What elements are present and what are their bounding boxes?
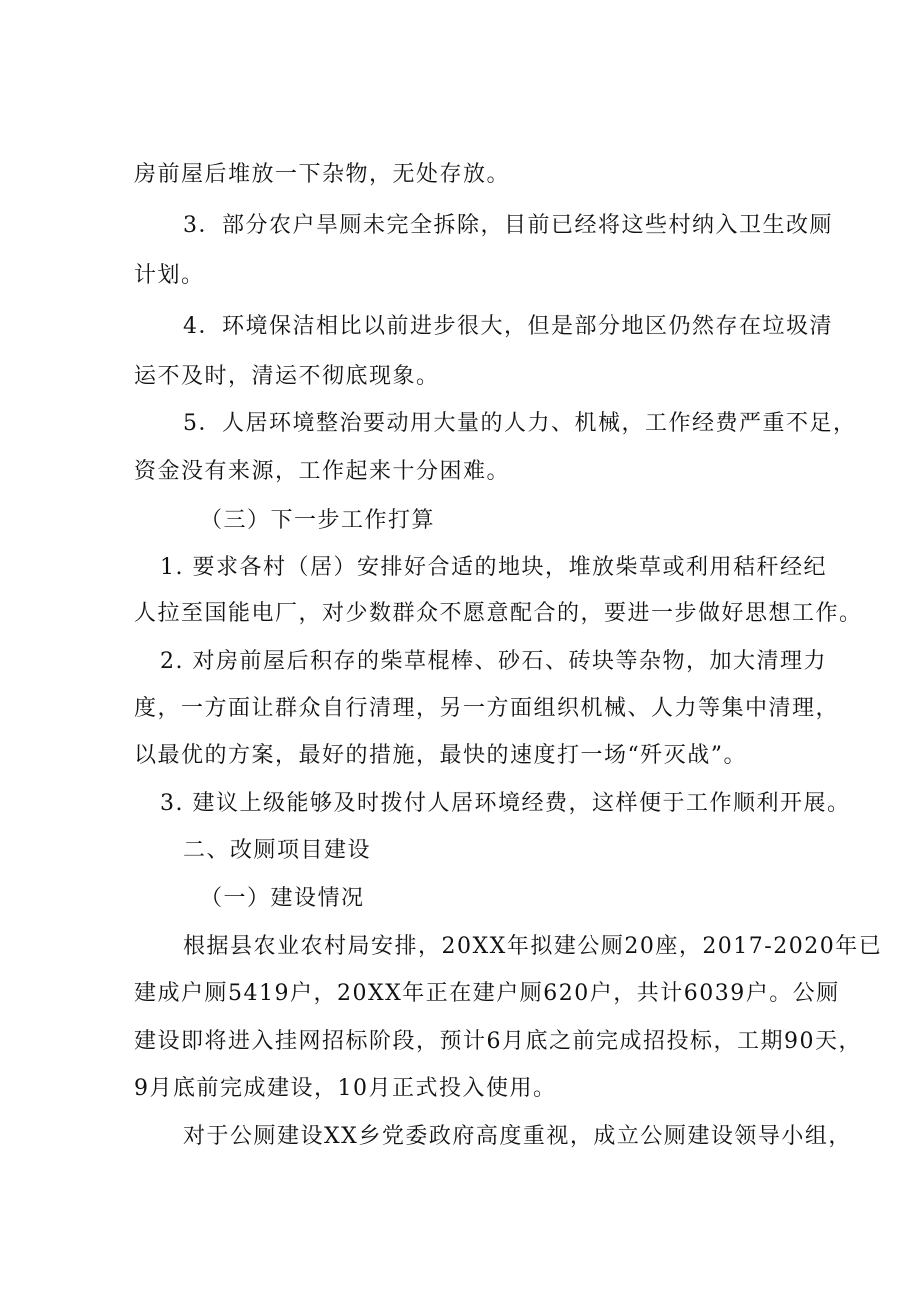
text-line: 9月底前完成建设，10月正式投入使用。 <box>134 1076 557 1101</box>
section-heading: 二、改厕项目建设 <box>183 838 372 863</box>
text-line: 5．人居环境整治要动用大量的人力、机械，工作经费严重不足， <box>183 411 857 436</box>
text-line: 建成户厕5419户，20XX年正在建户厕620户，共计6039户。公厕 <box>134 981 840 1006</box>
text-line: 运不及时，清运不彻底现象。 <box>134 364 440 389</box>
text-line: 资金没有来源，工作起来十分困难。 <box>134 459 511 484</box>
section-heading: （三）下一步工作打算 <box>200 508 436 533</box>
text-line: 1. 要求各村（居）安排好合适的地块，堆放柴草或利用秸秆经纪 <box>160 555 827 580</box>
text-line: 对于公厕建设XX乡党委政府高度重视，成立公厕建设领导小组， <box>183 1124 852 1149</box>
text-line: 3. 建议上级能够及时拨付人居环境经费，这样便于工作顺利开展。 <box>160 791 851 816</box>
subsection-heading: （一）建设情况 <box>200 886 365 911</box>
text-line: 以最优的方案，最好的措施，最快的速度打一场“歼灭战”。 <box>134 743 747 768</box>
text-line: 4．环境保洁相比以前进步很大，但是部分地区仍然存在垃圾清 <box>183 314 833 339</box>
text-line: 房前屋后堆放一下杂物，无处存放。 <box>134 162 511 187</box>
text-line: 计划。 <box>134 263 205 288</box>
text-line: 度，一方面让群众自行清理，另一方面组织机械、人力等集中清理， <box>134 696 840 721</box>
text-line: 3．部分农户旱厕未完全拆除，目前已经将这些村纳入卫生改厕 <box>183 213 833 238</box>
text-line: 建设即将进入挂网招标阶段，预计6月底之前完成招投标，工期90天， <box>134 1029 862 1054</box>
text-line: 人拉至国能电厂，对少数群众不愿意配合的，要进一步做好思想工作。 <box>134 601 863 626</box>
text-line: 2. 对房前屋后积存的柴草棍棒、砂石、砖块等杂物，加大清理力 <box>160 649 827 674</box>
text-line: 根据县农业农村局安排，20XX年拟建公厕20座，2017-2020年已 <box>183 934 883 959</box>
